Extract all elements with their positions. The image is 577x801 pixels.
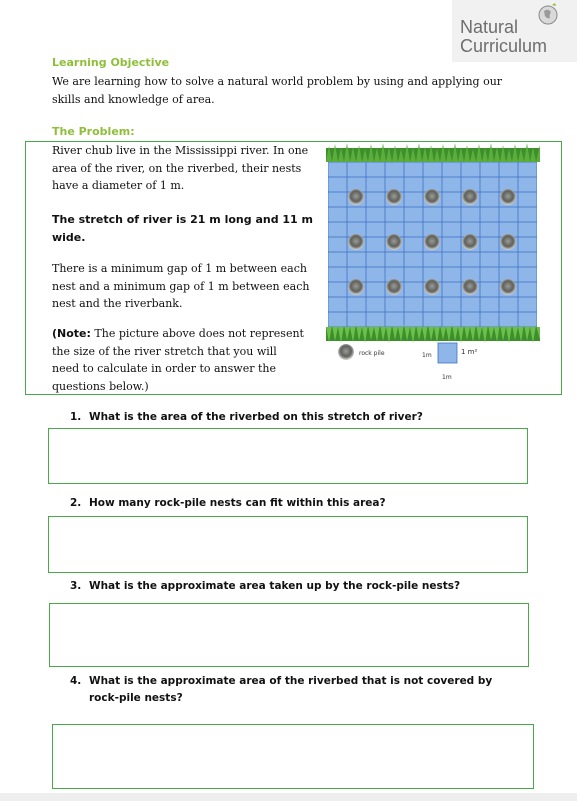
problem-p2-line: wide.: [52, 230, 86, 244]
unit-bottom-label: 1m: [442, 374, 452, 381]
problem-paragraph-2: [52, 211, 314, 246]
rock-pile-icon: [462, 234, 478, 250]
question-number: 3.: [70, 580, 82, 592]
unit-square: [438, 343, 457, 363]
question-number: 2.: [70, 497, 82, 509]
rock-pile-icon: [386, 234, 402, 250]
problem-note-line: need to calculate in order to answer the: [52, 362, 276, 375]
rock-pile-icon: [424, 189, 440, 205]
unit-side-label: 1m: [422, 352, 432, 359]
rock-pile-icon: [348, 189, 364, 205]
problem-paragraph-1: [52, 142, 314, 195]
question-text-continued: rock-pile nests?: [89, 692, 183, 704]
rock-pile-icon: [348, 234, 364, 250]
problem-p2-line: The stretch of river is 21 m long and 11 m: [52, 213, 314, 226]
learning-objective-heading: Learning Objective: [52, 56, 170, 69]
answer-box-4[interactable]: [52, 724, 534, 789]
problem-note-line: questions below.): [52, 379, 149, 393]
problem-p1-line: River chub live in the Mississippi river. In one: [52, 144, 309, 157]
rock-pile-icon: [424, 234, 440, 250]
learning-objective-line-1: We are learning how to solve a natural world problem by using and applying our: [52, 75, 503, 88]
note-text: The picture above does not represent: [90, 327, 304, 340]
question-2: [70, 495, 386, 512]
answer-box-1[interactable]: [48, 428, 528, 484]
rock-pile-icon: [462, 189, 478, 205]
natural-curriculum-logo: [452, 0, 577, 62]
rock-pile-icon: [386, 189, 402, 205]
rock-pile-icon: [348, 279, 364, 295]
problem-note-line: the size of the river stretch that you will: [52, 344, 277, 358]
rock-pile-icon: [500, 279, 516, 295]
question-number: 4.: [70, 675, 82, 687]
page-bottom-strip: [0, 793, 577, 801]
top-grass: [326, 143, 540, 162]
answer-box-3[interactable]: [49, 603, 529, 667]
question-text: What is the approximate area taken up by the rock-pile nests?: [89, 580, 461, 592]
problem-p3-line: nest and the riverbank.: [52, 297, 183, 310]
answer-box-2[interactable]: [48, 516, 528, 573]
question-text: What is the approximate area of the riverbed that is not covered by: [89, 675, 493, 687]
problem-paragraph-3: [52, 260, 314, 313]
unit-area-label: 1 m²: [461, 348, 478, 356]
question-1: [70, 409, 423, 426]
rock-pile-legend-label: rock pile: [359, 350, 385, 357]
note-label: (Note:: [52, 327, 91, 340]
problem-p1-line: have a diameter of 1 m.: [52, 179, 185, 192]
question-4: [70, 673, 492, 707]
logo-word-natural: Natural: [460, 17, 519, 37]
rock-pile-icon: [500, 189, 516, 205]
rock-pile-icon: [386, 279, 402, 295]
logo-word-curriculum: Curriculum: [460, 36, 548, 56]
question-3: [70, 578, 460, 595]
rock-pile-icon: [424, 279, 440, 295]
question-number: 1.: [70, 411, 82, 423]
river-diagram: [326, 142, 540, 387]
problem-p1-line: area of the river, on the riverbed, their nests: [52, 161, 302, 175]
problem-p3-line: nest and a minimum gap of 1 m between each: [52, 279, 310, 293]
question-text: What is the area of the riverbed on this stretch of river?: [89, 411, 423, 423]
question-text: How many rock-pile nests can fit within this area?: [89, 497, 386, 509]
rock-pile-icon: [462, 279, 478, 295]
problem-note: [52, 325, 314, 395]
rock-pile-icon: [500, 234, 516, 250]
learning-objective-line-2: skills and knowledge of area.: [52, 93, 215, 106]
problem-note-line-1: [52, 325, 314, 343]
rock-pile-legend-icon: [338, 344, 354, 360]
problem-p3-line: There is a minimum gap of 1 m between each: [52, 262, 307, 275]
problem-heading: The Problem:: [52, 125, 135, 138]
